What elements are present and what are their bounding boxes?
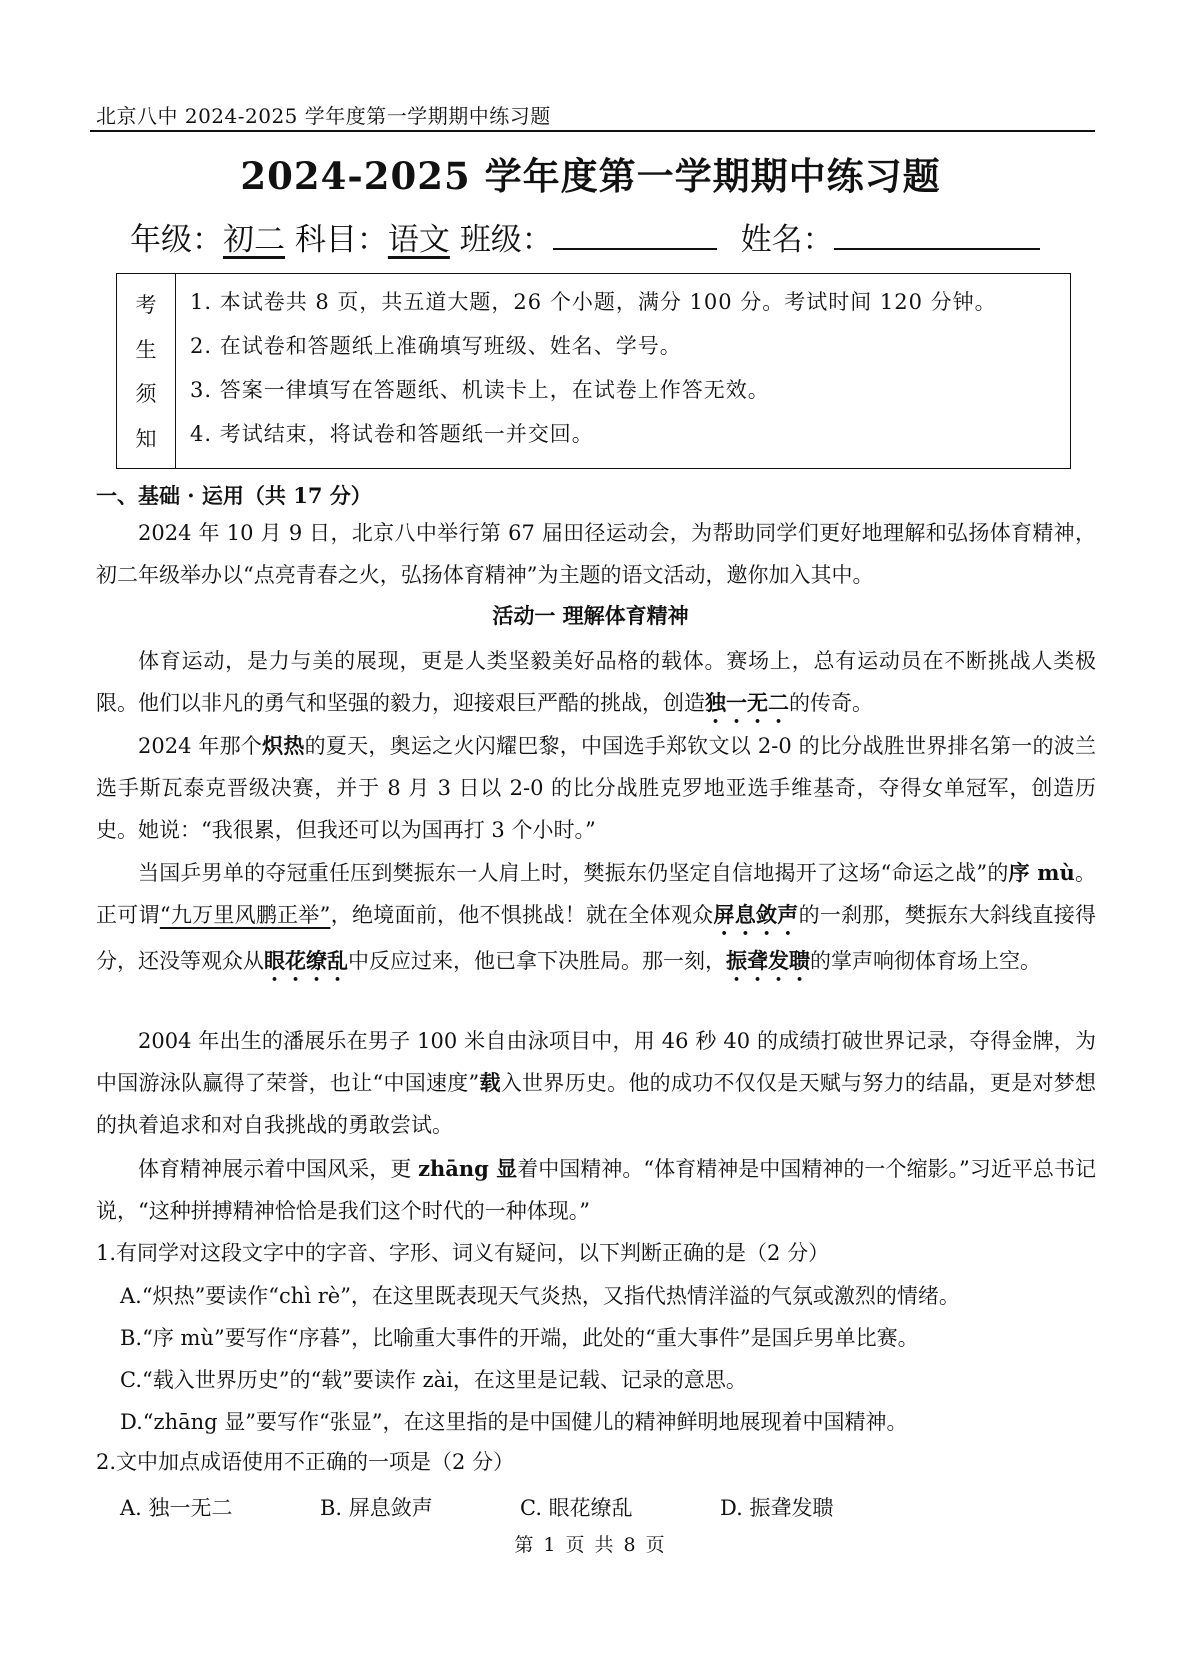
text-run: 当国乒男单的夺冠重任压到樊振东一人肩上时，樊振东仍坚定自信地揭开了这场“命运之战”的 xyxy=(138,861,1009,885)
intro-paragraph xyxy=(96,512,1096,596)
text-run: 。正可谓 xyxy=(96,861,1096,927)
grade-label: 年级： xyxy=(130,222,223,258)
header-divider xyxy=(90,130,1095,132)
subject-label: 科目： xyxy=(294,222,388,258)
notice-item: 2. 在试卷和答题纸上准确填写班级、姓名、学号。 xyxy=(190,334,682,358)
passage-paragraph-1 xyxy=(96,640,1096,728)
text-run: 2024 年那个 xyxy=(138,734,263,758)
question-2-option-b: B. 屏息敛声 xyxy=(320,1496,433,1520)
notice-label-char: 考 xyxy=(135,293,157,318)
text-run: 的一刹那，樊振东大斜线直接得分，还没等观众从 xyxy=(96,903,1097,973)
name-label: 姓名： xyxy=(740,222,834,258)
question-1-option-b: B.“序 mù”要写作“序暮”，比喻重大事件的开端，此处的“重大事件”是国乒男单比赛。 xyxy=(120,1326,919,1350)
text-run: 2004 年出生的潘展乐在男子 100 米自由泳项目中，用 46 秒 40 的成绩打破世界记录，夺得金牌，为中国游泳队赢得了荣誉，也让“中国速度” xyxy=(96,1029,1096,1095)
passage-paragraph-3 xyxy=(96,852,1096,986)
passage-paragraph-2 xyxy=(96,725,1096,851)
running-header: 北京八中 2024-2025 学年度第一学期期中练习题 xyxy=(96,104,551,128)
bold-word: 载 xyxy=(479,1070,501,1095)
notice-item: 3. 答案一律填写在答题纸、机读卡上，在试卷上作答无效。 xyxy=(190,378,770,402)
dotted-idiom: 振聋发聩 xyxy=(726,948,810,973)
text-run: ，绝境面前，他不惧挑战！就在全体观众 xyxy=(330,903,714,927)
text-run: 的传奇。 xyxy=(789,691,873,715)
text-run: 的夏天，奥运之火闪耀巴黎，中国选手郑钦文以 2-0 的比分战胜世界排名第一的波兰选手斯瓦泰克晋级决赛，并于 8 月 3 日以 2-0 的比分战胜克罗地亚选手维基奇，夺得女单冠军，创造历史。她说：“我很累，但我还可以为国再打 3 个小时。” xyxy=(96,734,1096,842)
bold-word: 序 mù xyxy=(1008,860,1075,885)
page-number: 第 1 页 共 8 页 xyxy=(514,1534,667,1556)
question-2-stem: 2.文中加点成语使用不正确的一项是（2 分） xyxy=(96,1450,515,1474)
notice-item: 1. 本试卷共 8 页，共五道大题，26 个小题，满分 100 分。考试时间 120 分钟。 xyxy=(190,290,997,314)
notice-list xyxy=(176,274,1070,468)
question-1-option-a: A.“炽热”要读作“chì rè”，在这里既表现天气炎热，又指代热情洋溢的气氛或激烈的情绪。 xyxy=(120,1284,960,1308)
text-run: 体育运动，是力与美的展现，更是人类坚毅美好品格的载体。赛场上，总有运动员在不断挑战人类极限。他们以非凡的勇气和坚强的毅力，迎接艰巨严酷的挑战，创造 xyxy=(96,649,1096,715)
dotted-idiom: 屏息敛声 xyxy=(713,902,799,927)
passage-paragraph-4 xyxy=(96,1020,1096,1146)
notice-label-char: 生 xyxy=(135,337,157,362)
text-run: 着中国精神。“体育精神是中国精神的一个缩影。”习近平总书记说，“这种拼搏精神恰恰是我们这个时代的一种体现。” xyxy=(96,1157,1096,1223)
section-heading: 一、基础 · 运用（共 17 分） xyxy=(96,483,372,508)
passage-paragraph-5 xyxy=(96,1148,1096,1232)
notice-label xyxy=(117,274,176,468)
question-2-options xyxy=(120,1492,920,1522)
question-1-option-d: D.“zhāng 显”要写作“张显”，在这里指的是中国健儿的精神鲜明地展现着中国精神。 xyxy=(120,1410,908,1434)
subject-value: 语文 xyxy=(387,222,450,258)
question-1-stem: 1.有同学对这段文字中的字音、字形、词义有疑问，以下判断正确的是（2 分） xyxy=(96,1241,830,1265)
question-2-option-a: A. 独一无二 xyxy=(120,1496,233,1520)
dotted-idiom: 眼花缭乱 xyxy=(264,948,348,973)
class-blank[interactable] xyxy=(553,222,717,250)
grade-value: 初二 xyxy=(223,222,285,258)
bold-word: 炽热 xyxy=(262,733,305,758)
bold-word: zhāng 显 xyxy=(418,1156,518,1181)
page-title: 2024-2025 学年度第一学期期中练习题 xyxy=(240,154,941,198)
text-run: 入世界历史。他的成功不仅仅是天赋与努力的结晶，更是对梦想的执着追求和对自我挑战的勇敢尝试。 xyxy=(96,1071,1096,1137)
notice-item: 4. 考试结束，将试卷和答题纸一并交回。 xyxy=(190,422,594,446)
text-run: 中反应过来，他已拿下决胜局。那一刻， xyxy=(348,949,726,973)
activity-heading: 活动一 理解体育精神 xyxy=(492,603,689,628)
intro-text: 2024 年 10 月 9 日，北京八中举行第 67 届田径运动会，为帮助同学们更好地理解和弘扬体育精神，初二年级举办以“点亮青春之火，弘扬体育精神”为主题的语文活动，邀你加入其中。 xyxy=(96,521,1096,587)
text-run: 的掌声响彻体育场上空。 xyxy=(810,949,1041,973)
question-2-option-c: C. 眼花缭乱 xyxy=(520,1496,633,1520)
question-1-option-c: C.“载入世界历史”的“载”要读作 zài，在这里是记载、记录的意思。 xyxy=(120,1368,747,1392)
underlined-quote: “九万里风鹏正举” xyxy=(159,903,331,927)
notice-label-char: 知 xyxy=(135,426,157,451)
text-run: 体育精神展示着中国风采，更 xyxy=(138,1157,419,1181)
class-label: 班级： xyxy=(459,222,553,258)
dotted-idiom: 独一无二 xyxy=(705,690,789,715)
exam-notice-box xyxy=(116,273,1071,469)
name-blank[interactable] xyxy=(834,222,1040,250)
notice-label-char: 须 xyxy=(135,382,157,407)
student-info-line xyxy=(130,214,1040,259)
question-2-option-d: D. 振聋发聩 xyxy=(720,1496,834,1520)
